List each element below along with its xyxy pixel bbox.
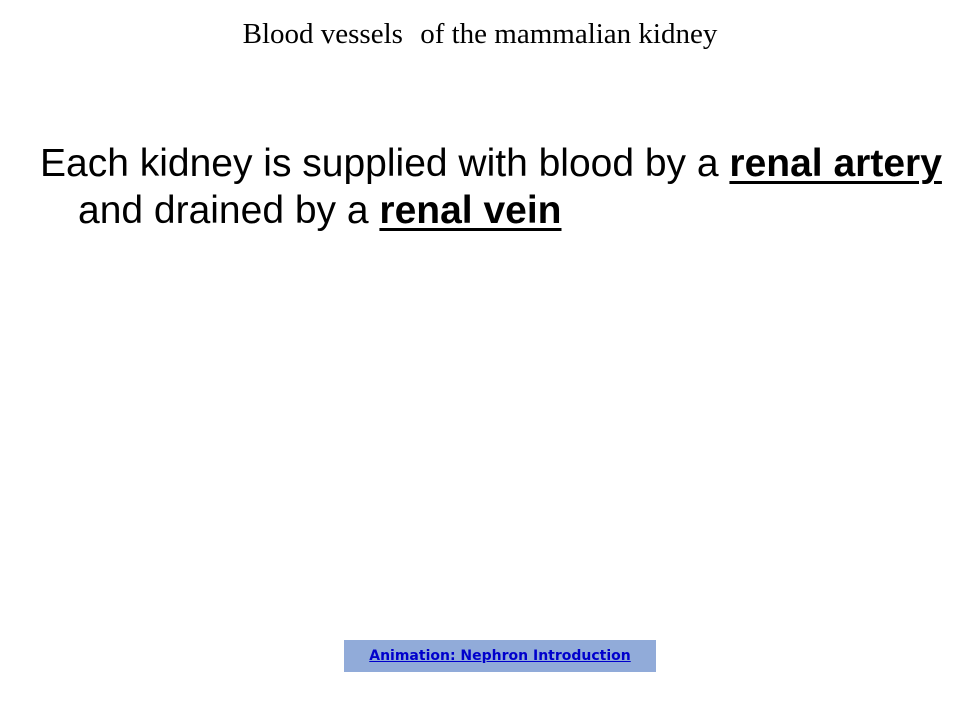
title-part-1: Blood vessels — [242, 18, 403, 50]
body-paragraph — [40, 140, 958, 234]
body-text-1: Each kidney is supplied with blood by a — [40, 142, 730, 185]
title-part-2: of the mammalian kidney — [420, 18, 718, 50]
slide-title — [0, 18, 960, 51]
animation-link-label[interactable]: Animation: Nephron Introduction — [369, 648, 631, 664]
animation-link-button[interactable] — [344, 640, 656, 672]
term-renal-artery: renal artery — [729, 142, 942, 185]
body-text-2: and drained by a — [78, 189, 380, 232]
term-renal-vein: renal vein — [379, 189, 562, 232]
